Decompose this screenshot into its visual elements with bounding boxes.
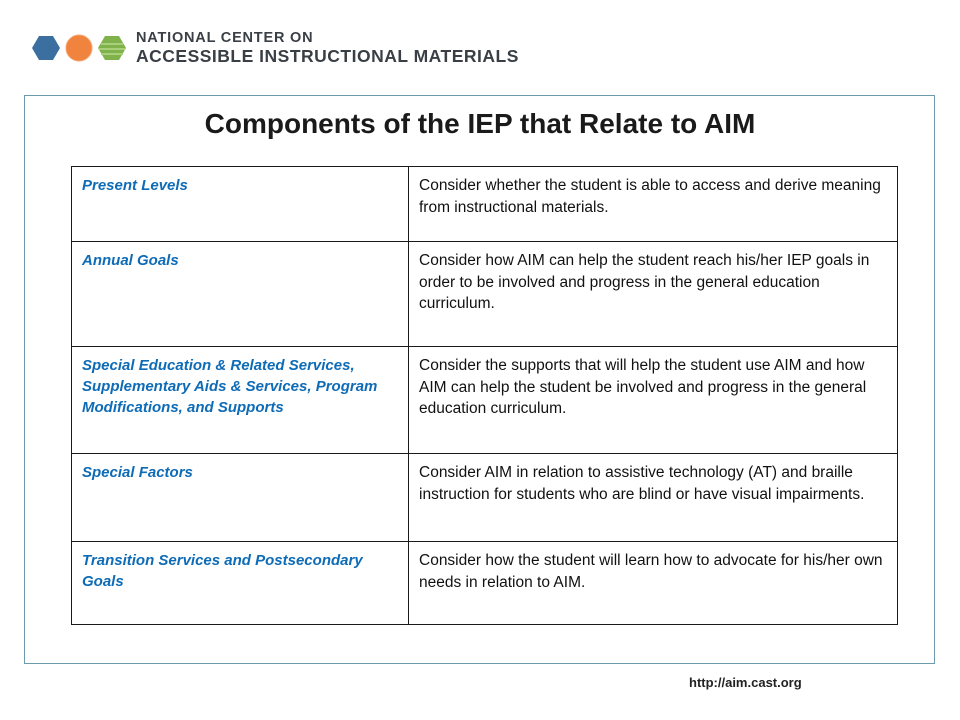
component-cell: Transition Services and Postsecondary Goals — [72, 542, 409, 625]
org-logo — [30, 28, 519, 68]
logo-marks-icon — [30, 28, 130, 68]
consideration-cell: Consider whether the student is able to access and derive meaning from instructional materials. — [409, 167, 898, 242]
table-row — [72, 347, 898, 454]
iep-components-table — [71, 166, 898, 625]
component-cell: Annual Goals — [72, 242, 409, 347]
page-title: Components of the IEP that Relate to AIM — [204, 108, 756, 139]
footer-url-link[interactable]: http://aim.cast.org — [689, 675, 802, 690]
component-cell: Special Factors — [72, 454, 409, 542]
consideration-cell: Consider how the student will learn how to advocate for his/her own needs in relation to AIM. — [409, 542, 898, 625]
table-row — [72, 542, 898, 625]
consideration-cell: Consider how AIM can help the student reach his/her IEP goals in order to be involved and progress in the general education curriculum. — [409, 242, 898, 347]
org-name-line2: ACCESSIBLE INSTRUCTIONAL MATERIALS — [136, 46, 519, 67]
org-name-line1: NATIONAL CENTER ON — [136, 29, 314, 46]
logo-blue-hexagon-icon — [32, 36, 60, 60]
component-cell: Present Levels — [72, 167, 409, 242]
org-name — [136, 30, 519, 67]
table-row — [72, 454, 898, 542]
component-cell: Special Education & Related Services, Supplementary Aids & Services, Program Modifications, and Supports — [72, 347, 409, 454]
table-row — [72, 167, 898, 242]
table-row — [72, 242, 898, 347]
consideration-cell: Consider the supports that will help the student use AIM and how AIM can help the student be involved and progress in the general education curriculum. — [409, 347, 898, 454]
consideration-cell: Consider AIM in relation to assistive technology (AT) and braille instruction for students who are blind or have visual impairments. — [409, 454, 898, 542]
